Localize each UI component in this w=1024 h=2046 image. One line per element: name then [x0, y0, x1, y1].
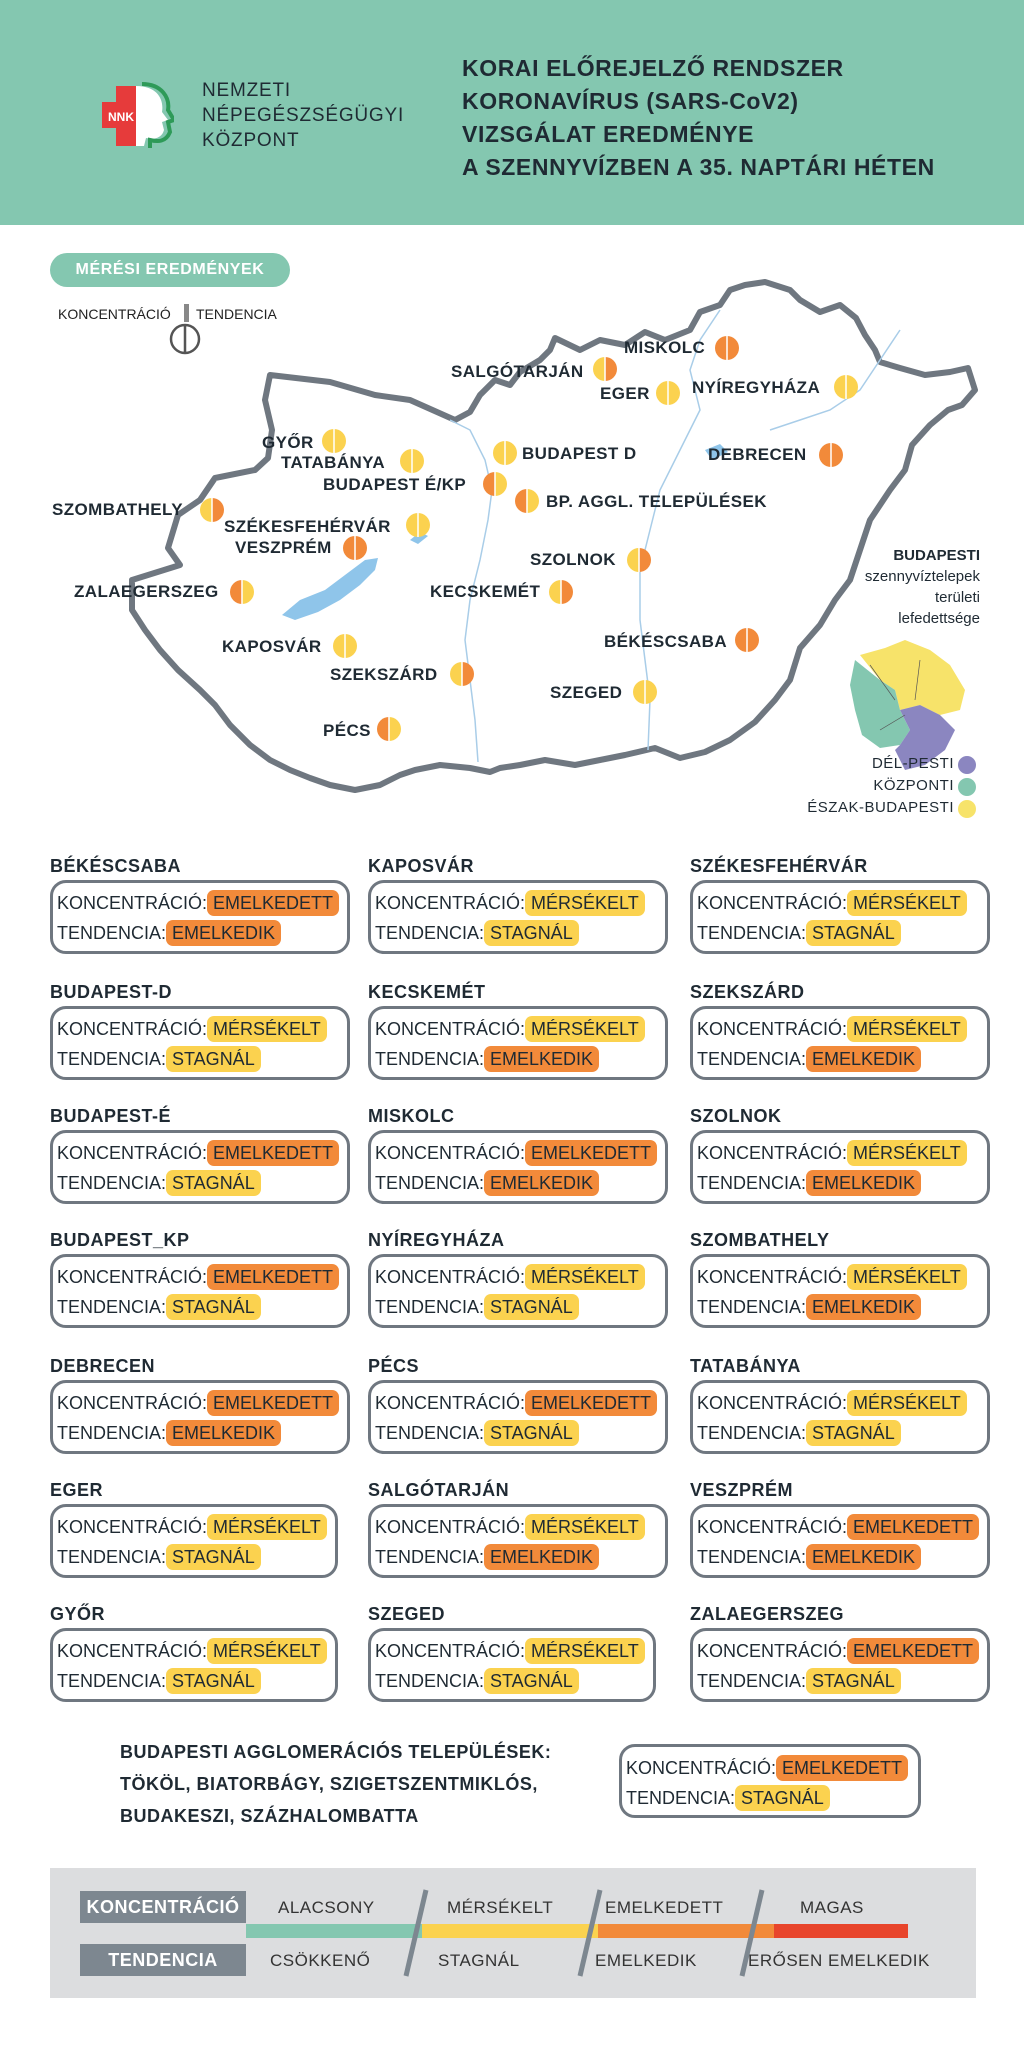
trend-value: EMELKEDIK — [806, 1294, 921, 1320]
concentration-value: MÉRSÉKELT — [847, 1016, 967, 1042]
card-city-title: SZEGED — [368, 1604, 446, 1624]
city-label: SZÉKESFEHÉRVÁR — [224, 517, 391, 536]
city-label: SALGÓTARJÁN — [451, 362, 584, 381]
trend-line: TENDENCIA: EMELKEDIK — [375, 1544, 599, 1570]
result-card — [368, 1254, 668, 1328]
trend-value: EMELKEDIK — [484, 1544, 599, 1570]
city-label: SZOMBATHELY — [52, 500, 183, 519]
city-label: ZALAEGERSZEG — [74, 582, 219, 601]
city-marker-icon — [832, 373, 860, 401]
key-concentration-label: KONCENTRÁCIÓ — [58, 306, 171, 322]
legend-level-elevated: EMELKEDETT — [605, 1898, 724, 1917]
concentration-value: EMELKEDETT — [207, 1390, 339, 1416]
city-marker-icon — [375, 715, 403, 743]
legend-trend-stagnant: STAGNÁL — [438, 1951, 520, 1970]
concentration-line: KONCENTRÁCIÓ: MÉRSÉKELT — [375, 1016, 645, 1042]
agglomeration-title: BUDAPESTI AGGLOMERÁCIÓS TELEPÜLÉSEK: TÖKÖL, BIATORBÁGY, SZIGETSZENTMIKLÓS, BUDAKESZI, SZÁZHALOMBATTA — [120, 1742, 552, 1826]
concentration-value: EMELKEDETT — [525, 1140, 657, 1166]
key-trend-label: TENDENCIA — [196, 306, 277, 322]
concentration-line: KONCENTRÁCIÓ: MÉRSÉKELT — [57, 1638, 327, 1664]
trend-value: EMELKEDIK — [484, 1170, 599, 1196]
concentration-line: KONCENTRÁCIÓ: MÉRSÉKELT — [697, 1016, 967, 1042]
trend-line: TENDENCIA: STAGNÁL — [57, 1046, 261, 1072]
trend-value: STAGNÁL — [166, 1046, 261, 1072]
city-label: MISKOLC — [624, 338, 706, 357]
trend-value: STAGNÁL — [484, 1294, 579, 1320]
city-marker-icon — [481, 470, 509, 498]
trend-line: TENDENCIA: STAGNÁL — [375, 1668, 579, 1694]
city-marker-icon — [398, 447, 426, 475]
trend-line: TENDENCIA: STAGNÁL — [375, 920, 579, 946]
city-marker-icon — [341, 534, 369, 562]
card-city-title: MISKOLC — [368, 1106, 455, 1126]
result-card — [690, 1628, 990, 1702]
city-label: GYŐR — [262, 433, 314, 452]
city-marker-icon — [448, 660, 476, 688]
trend-value: STAGNÁL — [166, 1544, 261, 1570]
coverage-legend-dot-icon — [958, 756, 976, 774]
trend-line: TENDENCIA: EMELKEDIK — [375, 1046, 599, 1072]
concentration-line: KONCENTRÁCIÓ: EMELKEDETT — [57, 1390, 339, 1416]
card-city-title: TATABÁNYA — [690, 1356, 801, 1376]
concentration-value: EMELKEDETT — [847, 1638, 979, 1664]
trend-line: TENDENCIA: EMELKEDIK — [697, 1170, 921, 1196]
measurement-results-badge: MÉRÉSI EREDMÉNYEK — [50, 253, 290, 287]
city-label: SZEGED — [550, 683, 623, 702]
concentration-value: EMELKEDETT — [207, 1264, 339, 1290]
city-label: VESZPRÉM — [235, 538, 332, 557]
concentration-line: KONCENTRÁCIÓ: EMELKEDETT — [697, 1638, 979, 1664]
concentration-line: KONCENTRÁCIÓ: MÉRSÉKELT — [697, 890, 967, 916]
city-label: KAPOSVÁR — [222, 637, 322, 656]
concentration-line: KONCENTRÁCIÓ: MÉRSÉKELT — [57, 1514, 327, 1540]
trend-line: TENDENCIA: STAGNÁL — [697, 920, 901, 946]
city-label: BP. AGGL. TELEPÜLÉSEK — [546, 492, 767, 511]
budapest-coverage-map — [850, 640, 965, 770]
legend-dividers — [50, 1868, 976, 1998]
city-marker-icon — [404, 511, 432, 539]
legend-box — [50, 1868, 976, 1998]
concentration-value: EMELKEDETT — [207, 890, 339, 916]
city-label: PÉCS — [323, 721, 371, 740]
city-marker-icon — [331, 632, 359, 660]
trend-value: STAGNÁL — [484, 920, 579, 946]
city-label: KECSKEMÉT — [430, 582, 541, 601]
trend-value: STAGNÁL — [806, 1420, 901, 1446]
page-title: KORAI ELŐREJELZŐ RENDSZER KORONAVÍRUS (SARS-CoV2) VIZSGÁLAT EREDMÉNYE A SZENNYVÍZBEN A 35. NAPTÁRI HÉTEN — [462, 55, 935, 180]
trend-value: EMELKEDIK — [806, 1544, 921, 1570]
concentration-line: KONCENTRÁCIÓ: MÉRSÉKELT — [697, 1390, 967, 1416]
result-card — [690, 1380, 990, 1454]
city-marker-icon — [228, 578, 256, 606]
concentration-line: KONCENTRÁCIÓ: EMELKEDETT — [57, 890, 339, 916]
city-marker-icon — [491, 439, 519, 467]
trend-line: TENDENCIA: EMELKEDIK — [697, 1046, 921, 1072]
concentration-value: MÉRSÉKELT — [847, 1264, 967, 1290]
city-marker-icon — [320, 427, 348, 455]
legend-concentration-tag: KONCENTRÁCIÓ — [80, 1891, 246, 1923]
budapest-coverage-caption: BUDAPESTI szennyvíztelepek területi lefedettsége — [864, 547, 980, 627]
city-label: NYÍREGYHÁZA — [692, 378, 821, 397]
trend-value: STAGNÁL — [806, 1668, 901, 1694]
trend-value: STAGNÁL — [166, 1170, 261, 1196]
result-card — [50, 1380, 350, 1454]
coverage-legend-label: KÖZPONTI — [873, 777, 954, 794]
coverage-legend-label: ÉSZAK-BUDAPESTI — [807, 799, 954, 816]
result-card — [368, 880, 668, 954]
concentration-line: KONCENTRÁCIÓ: EMELKEDETT — [375, 1390, 657, 1416]
city-marker-icon — [631, 678, 659, 706]
organization-name: NEMZETI NÉPEGÉSZSÉGÜGYI KÖZPONT — [202, 80, 405, 151]
card-city-title: EGER — [50, 1480, 104, 1500]
trend-value: EMELKEDIK — [166, 1420, 281, 1446]
concentration-value: MÉRSÉKELT — [525, 1264, 645, 1290]
concentration-line: KONCENTRÁCIÓ: EMELKEDETT — [375, 1140, 657, 1166]
card-city-title: BUDAPEST-É — [50, 1106, 172, 1126]
trend-line: TENDENCIA: EMELKEDIK — [57, 920, 281, 946]
trend-value: EMELKEDIK — [484, 1046, 599, 1072]
result-card — [690, 1254, 990, 1328]
city-label: TATABÁNYA — [281, 453, 386, 472]
concentration-line: KONCENTRÁCIÓ: MÉRSÉKELT — [697, 1264, 967, 1290]
result-card — [690, 1006, 990, 1080]
trend-value: EMELKEDIK — [806, 1170, 921, 1196]
card-city-title: BUDAPEST_KP — [50, 1230, 190, 1250]
legend-level-high: MAGAS — [800, 1898, 864, 1917]
legend-level-moderate: MÉRSÉKELT — [447, 1898, 554, 1917]
trend-line: TENDENCIA: STAGNÁL — [57, 1544, 261, 1570]
city-marker-icon — [713, 334, 741, 362]
city-marker-icon — [654, 379, 682, 407]
result-card — [50, 1130, 350, 1204]
card-city-title: SZOMBATHELY — [690, 1230, 830, 1250]
trend-line: TENDENCIA: STAGNÁL — [375, 1294, 579, 1320]
trend-value: EMELKEDIK — [166, 920, 281, 946]
card-city-title: NYÍREGYHÁZA — [368, 1230, 505, 1250]
city-label: EGER — [600, 384, 650, 403]
card-city-title: KAPOSVÁR — [368, 856, 475, 876]
concentration-line: KONCENTRÁCIÓ: MÉRSÉKELT — [375, 890, 645, 916]
result-card — [368, 1628, 656, 1702]
concentration-line: KONCENTRÁCIÓ: MÉRSÉKELT — [375, 1638, 645, 1664]
result-card — [50, 1628, 338, 1702]
result-card — [690, 1130, 990, 1204]
city-marker-icon — [625, 546, 653, 574]
result-card — [368, 1006, 668, 1080]
trend-value: STAGNÁL — [166, 1294, 261, 1320]
card-city-title: PÉCS — [368, 1356, 420, 1376]
concentration-value: MÉRSÉKELT — [847, 1140, 967, 1166]
city-marker-icon — [547, 578, 575, 606]
concentration-value: MÉRSÉKELT — [207, 1514, 327, 1540]
city-marker-icon — [198, 496, 226, 524]
card-city-title: DEBRECEN — [50, 1356, 156, 1376]
concentration-line: KONCENTRÁCIÓ: EMELKEDETT — [57, 1264, 339, 1290]
card-city-title: BUDAPEST-D — [50, 982, 173, 1002]
card-city-title: VESZPRÉM — [690, 1480, 794, 1500]
legend-trend-strongly-increasing: ERŐSEN EMELKEDIK — [748, 1951, 930, 1970]
result-card — [50, 880, 350, 954]
concentration-value: MÉRSÉKELT — [847, 890, 967, 916]
concentration-value: MÉRSÉKELT — [847, 1390, 967, 1416]
city-label: SZEKSZÁRD — [330, 665, 438, 684]
card-city-title: GYŐR — [50, 1604, 106, 1624]
card-city-title: SZEKSZÁRD — [690, 982, 805, 1002]
coverage-legend-label: DÉL-PESTI — [871, 755, 954, 772]
trend-value: STAGNÁL — [484, 1420, 579, 1446]
city-marker-icon — [513, 487, 541, 515]
city-marker-icon — [591, 355, 619, 383]
concentration-value: MÉRSÉKELT — [207, 1638, 327, 1664]
concentration-value: EMELKEDETT — [525, 1390, 657, 1416]
card-city-title: SZÉKESFEHÉRVÁR — [690, 856, 868, 876]
result-card — [690, 1504, 990, 1578]
card-city-title: ZALAEGERSZEG — [690, 1604, 845, 1624]
trend-line: TENDENCIA: EMELKEDIK — [375, 1170, 599, 1196]
logo-text: NNK — [108, 110, 134, 124]
trend-value: STAGNÁL — [806, 920, 901, 946]
trend-value: EMELKEDIK — [806, 1046, 921, 1072]
trend-line: TENDENCIA: EMELKEDIK — [57, 1420, 281, 1446]
trend-line: TENDENCIA: EMELKEDIK — [697, 1544, 921, 1570]
agglomeration-card — [619, 1744, 921, 1818]
coverage-legend-dot-icon — [958, 800, 976, 818]
trend-value: STAGNÁL — [166, 1668, 261, 1694]
concentration-line: KONCENTRÁCIÓ: MÉRSÉKELT — [375, 1514, 645, 1540]
concentration-value: EMELKEDETT — [776, 1755, 908, 1781]
city-label: BUDAPEST D — [522, 444, 637, 463]
city-label: DEBRECEN — [708, 445, 807, 464]
result-card — [50, 1504, 338, 1578]
trend-line: TENDENCIA: STAGNÁL — [375, 1420, 579, 1446]
concentration-line: KONCENTRÁCIÓ: EMELKEDETT — [57, 1140, 339, 1166]
city-marker-icon — [817, 441, 845, 469]
city-label: BÉKÉSCSABA — [604, 632, 728, 651]
coverage-legend-dot-icon — [958, 778, 976, 796]
result-card — [50, 1254, 350, 1328]
trend-line: TENDENCIA: STAGNÁL — [57, 1668, 261, 1694]
concentration-value: EMELKEDETT — [207, 1140, 339, 1166]
legend-level-low: ALACSONY — [278, 1898, 375, 1917]
result-card — [368, 1504, 668, 1578]
result-card — [368, 1380, 668, 1454]
concentration-value: MÉRSÉKELT — [525, 1514, 645, 1540]
city-label: BUDAPEST É/KP — [323, 475, 467, 494]
concentration-line: KONCENTRÁCIÓ: MÉRSÉKELT — [375, 1264, 645, 1290]
concentration-line: KONCENTRÁCIÓ: EMELKEDETT — [697, 1514, 979, 1540]
city-label: SZOLNOK — [530, 550, 616, 569]
trend-line: TENDENCIA: STAGNÁL — [626, 1785, 830, 1811]
concentration-value: MÉRSÉKELT — [207, 1016, 327, 1042]
concentration-line: KONCENTRÁCIÓ: EMELKEDETT — [626, 1755, 908, 1781]
concentration-value: MÉRSÉKELT — [525, 1638, 645, 1664]
legend-trend-tag: TENDENCIA — [80, 1944, 246, 1976]
trend-line: TENDENCIA: EMELKEDIK — [697, 1294, 921, 1320]
trend-line: TENDENCIA: STAGNÁL — [697, 1668, 901, 1694]
trend-line: TENDENCIA: STAGNÁL — [57, 1294, 261, 1320]
trend-line: TENDENCIA: STAGNÁL — [57, 1170, 261, 1196]
concentration-line: KONCENTRÁCIÓ: MÉRSÉKELT — [57, 1016, 327, 1042]
card-city-title: BÉKÉSCSABA — [50, 856, 182, 876]
card-city-title: SZOLNOK — [690, 1106, 782, 1126]
legend-trend-increasing: EMELKEDIK — [595, 1951, 697, 1970]
concentration-value: EMELKEDETT — [847, 1514, 979, 1540]
result-card — [368, 1130, 668, 1204]
card-city-title: SALGÓTARJÁN — [368, 1480, 510, 1500]
trend-value: STAGNÁL — [484, 1668, 579, 1694]
city-marker-icon — [733, 626, 761, 654]
card-city-title: KECSKEMÉT — [368, 982, 486, 1002]
concentration-value: MÉRSÉKELT — [525, 1016, 645, 1042]
trend-line: TENDENCIA: STAGNÁL — [697, 1420, 901, 1446]
legend-trend-decreasing: CSÖKKENŐ — [270, 1951, 371, 1970]
concentration-value: MÉRSÉKELT — [525, 890, 645, 916]
result-card — [50, 1006, 350, 1080]
concentration-line: KONCENTRÁCIÓ: MÉRSÉKELT — [697, 1140, 967, 1166]
trend-value: STAGNÁL — [735, 1785, 830, 1811]
result-card — [690, 880, 990, 954]
